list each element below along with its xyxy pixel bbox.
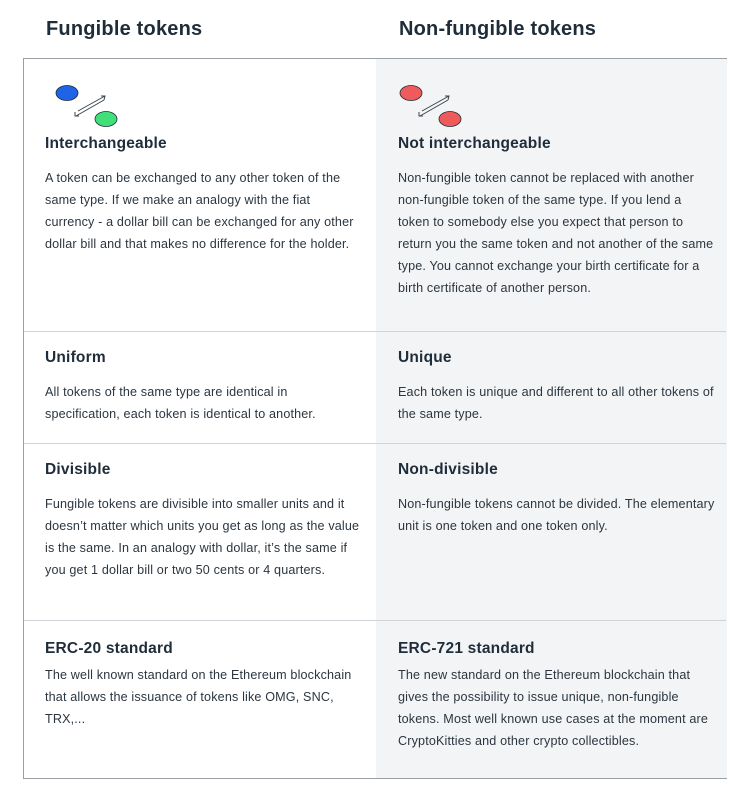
cell-text: Each token is unique and different to all other tokens of the same type. — [398, 385, 714, 421]
non-divisible-cell — [398, 461, 716, 537]
cell-text: The new standard on the Ethereum blockchain that gives the possibility to issue unique, non-fungible tokens. Most well known use cases at the moment are CryptoKitties and other crypto collectibles. — [398, 668, 709, 748]
cell-title: Uniform — [45, 349, 106, 366]
cell-title: Unique — [398, 349, 452, 366]
cell-text: Non-fungible token cannot be replaced with another non-fungible token of the same type. If you lend a token to somebody else you expect that person to return you the same token and not another of the same type. You cannot exchange your birth certificate for a birth certificate of another person. — [398, 171, 714, 295]
erc20-cell — [45, 640, 363, 730]
row-divider — [24, 620, 726, 621]
cell-text: A token can be exchanged to any other token of the same type. If we make an analogy with the fiat currency - a dollar bill can be exchanged for any other dollar bill and that makes no difference for the holder. — [45, 171, 354, 251]
uniform-cell — [45, 349, 363, 425]
cell-text: Fungible tokens are divisible into smaller units and it doesn’t matter which units you get as long as the value is the same. In an analogy with dollar, it’s the same if you get 1 dollar bill or two 50 cents or 4 quarters. — [45, 497, 360, 577]
fungible-exchange-icon — [52, 83, 122, 129]
non-fungible-heading: Non-fungible tokens — [399, 18, 597, 40]
erc721-cell — [398, 640, 716, 752]
fungible-heading: Fungible tokens — [46, 18, 203, 40]
comparison-table — [23, 58, 727, 779]
cell-title: Divisible — [45, 461, 111, 478]
cell-title: Not interchangeable — [398, 135, 551, 152]
non-fungible-exchange-icon — [396, 83, 466, 129]
row-divider — [24, 331, 726, 332]
not-interchangeable-cell — [398, 135, 716, 299]
cell-title: ERC-721 standard — [398, 640, 535, 657]
cell-title: ERC-20 standard — [45, 640, 173, 657]
cell-text: All tokens of the same type are identical in specification, each token is identical to another. — [45, 385, 316, 421]
cell-text: The well known standard on the Ethereum blockchain that allows the issuance of tokens like OMG, SNC, TRX,... — [45, 668, 352, 726]
cell-title: Non-divisible — [398, 461, 498, 478]
row-divider — [24, 443, 726, 444]
cell-text: Non-fungible tokens cannot be divided. The elementary unit is one token and one token only. — [398, 497, 715, 533]
cell-title: Interchangeable — [45, 135, 167, 152]
interchangeable-cell — [45, 135, 363, 255]
divisible-cell — [45, 461, 363, 581]
unique-cell — [398, 349, 716, 425]
